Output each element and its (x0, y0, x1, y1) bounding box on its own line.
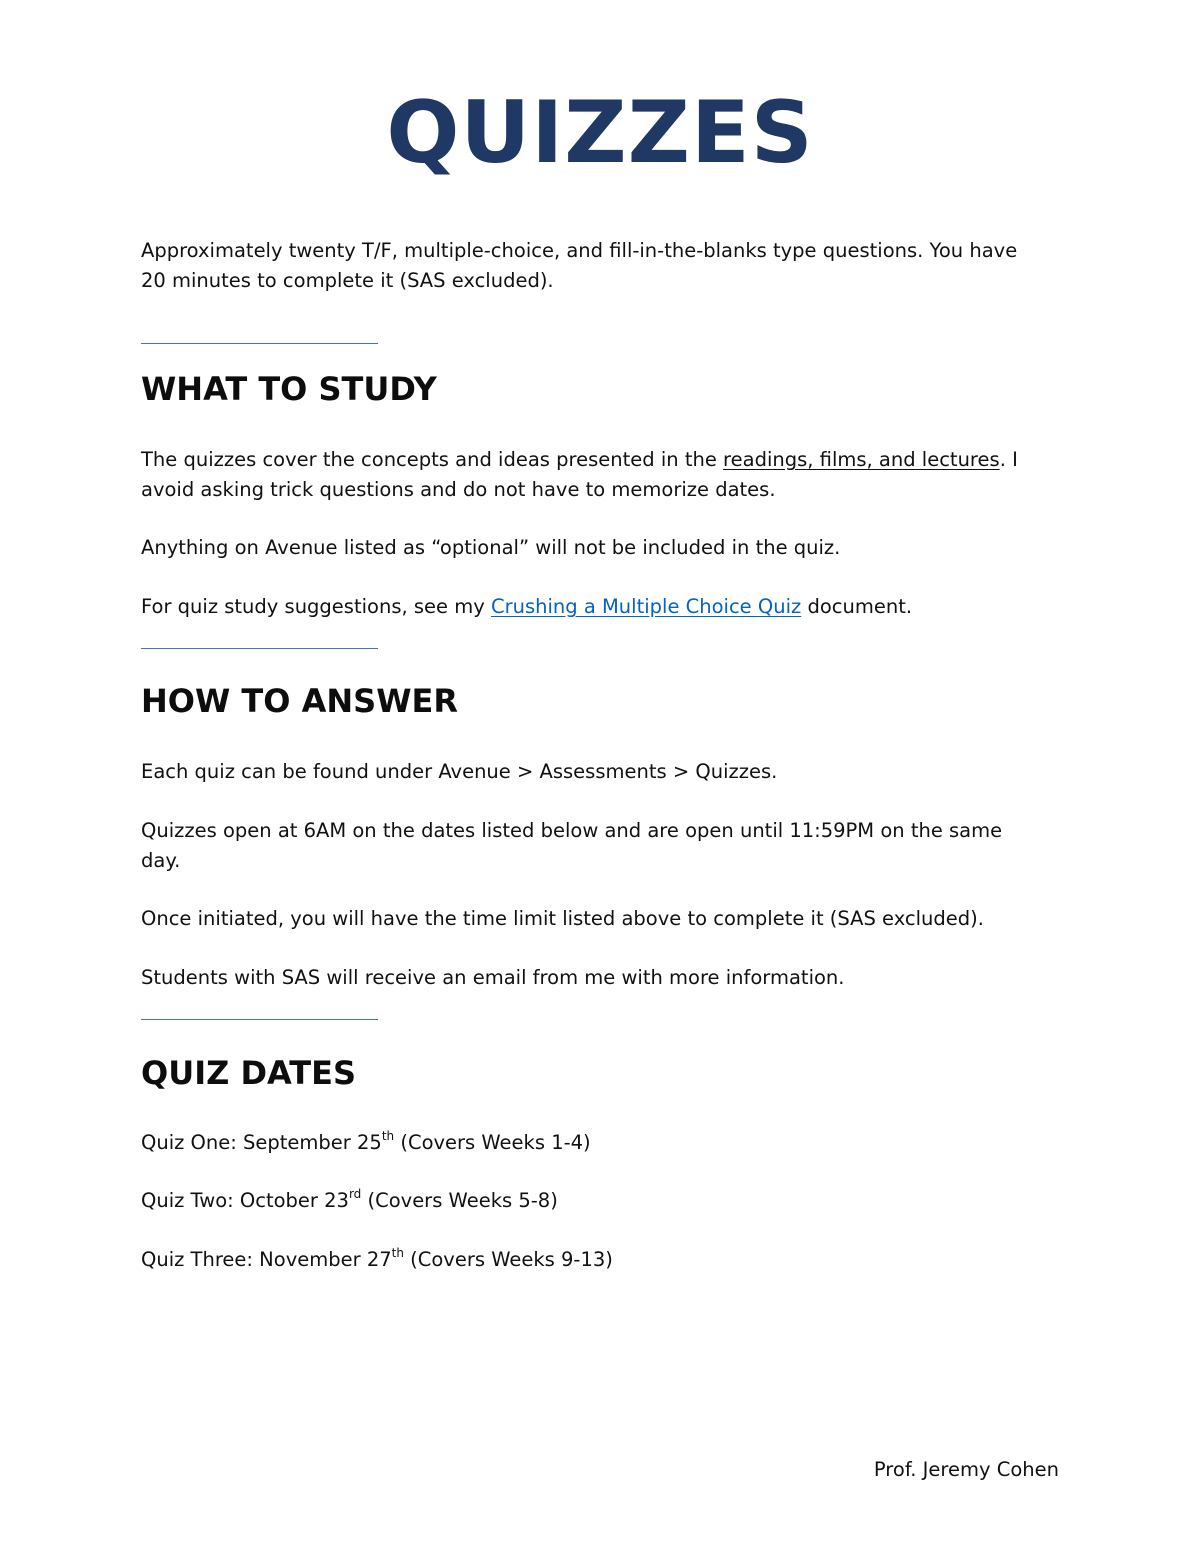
section-divider-1 (141, 343, 378, 344)
quiz-date-item (141, 1128, 1061, 1160)
answer-p2-line-1: Quizzes open at 6AM on the dates listed below and are open until 11:59PM on the same (141, 819, 1003, 842)
ordinal-suffix: th (391, 1246, 404, 1260)
ordinal-suffix: rd (348, 1187, 362, 1201)
quiz-date-text: Quiz Two: October 23 (141, 1189, 349, 1212)
page-title: QUIZZES (386, 83, 814, 183)
footer-author: Prof. Jeremy Cohen (873, 1458, 1059, 1481)
quiz-date-text: Quiz Three: November 27 (141, 1248, 392, 1271)
what-to-study-heading: WHAT TO STUDY (141, 370, 437, 408)
quiz-date-text: Quiz One: September 25 (141, 1131, 382, 1154)
quiz-dates-heading: QUIZ DATES (141, 1054, 357, 1092)
quiz-date-weeks: (Covers Weeks 1-4) (394, 1131, 591, 1154)
quiz-date-item (141, 1186, 1061, 1218)
study-paragraph-1 (141, 445, 1061, 505)
intro-line-2: 20 minutes to complete it (SAS excluded). (141, 269, 554, 292)
quiz-date-weeks: (Covers Weeks 9-13) (403, 1248, 613, 1271)
study-p1-text: The quizzes cover the concepts and ideas presented in the (141, 448, 724, 471)
quiz-date-item (141, 1245, 1061, 1277)
quiz-date-weeks: (Covers Weeks 5-8) (361, 1189, 558, 1212)
section-divider-2 (141, 648, 378, 649)
study-p1-underlined: readings, films, and lectures (723, 448, 1000, 471)
answer-p2-line-2: day. (141, 849, 181, 872)
study-p3-text: For quiz study suggestions, see my (141, 595, 491, 618)
answer-paragraph-2 (141, 816, 1061, 876)
answer-paragraph-4: Students with SAS will receive an email from me with more information. (141, 966, 845, 989)
answer-paragraph-1: Each quiz can be found under Avenue > Assessments > Quizzes. (141, 760, 778, 783)
study-paragraph-3 (141, 592, 1061, 622)
ordinal-suffix: th (381, 1129, 395, 1143)
study-p1-end: . I (999, 448, 1018, 471)
how-to-answer-heading: HOW TO ANSWER (141, 682, 458, 720)
study-p3-end: document. (801, 595, 913, 618)
crushing-quiz-link[interactable]: Crushing a Multiple Choice Quiz (490, 595, 802, 618)
section-divider-3 (141, 1019, 378, 1020)
intro-line-1: Approximately twenty T/F, multiple-choice, and fill-in-the-blanks type questions. You have (141, 239, 1018, 262)
answer-paragraph-3: Once initiated, you will have the time limit listed above to complete it (SAS excluded). (141, 907, 984, 930)
study-p1-line-2: avoid asking trick questions and do not have to memorize dates. (141, 478, 776, 501)
intro-paragraph (141, 236, 1061, 296)
study-paragraph-2: Anything on Avenue listed as “optional” will not be included in the quiz. (141, 536, 841, 559)
